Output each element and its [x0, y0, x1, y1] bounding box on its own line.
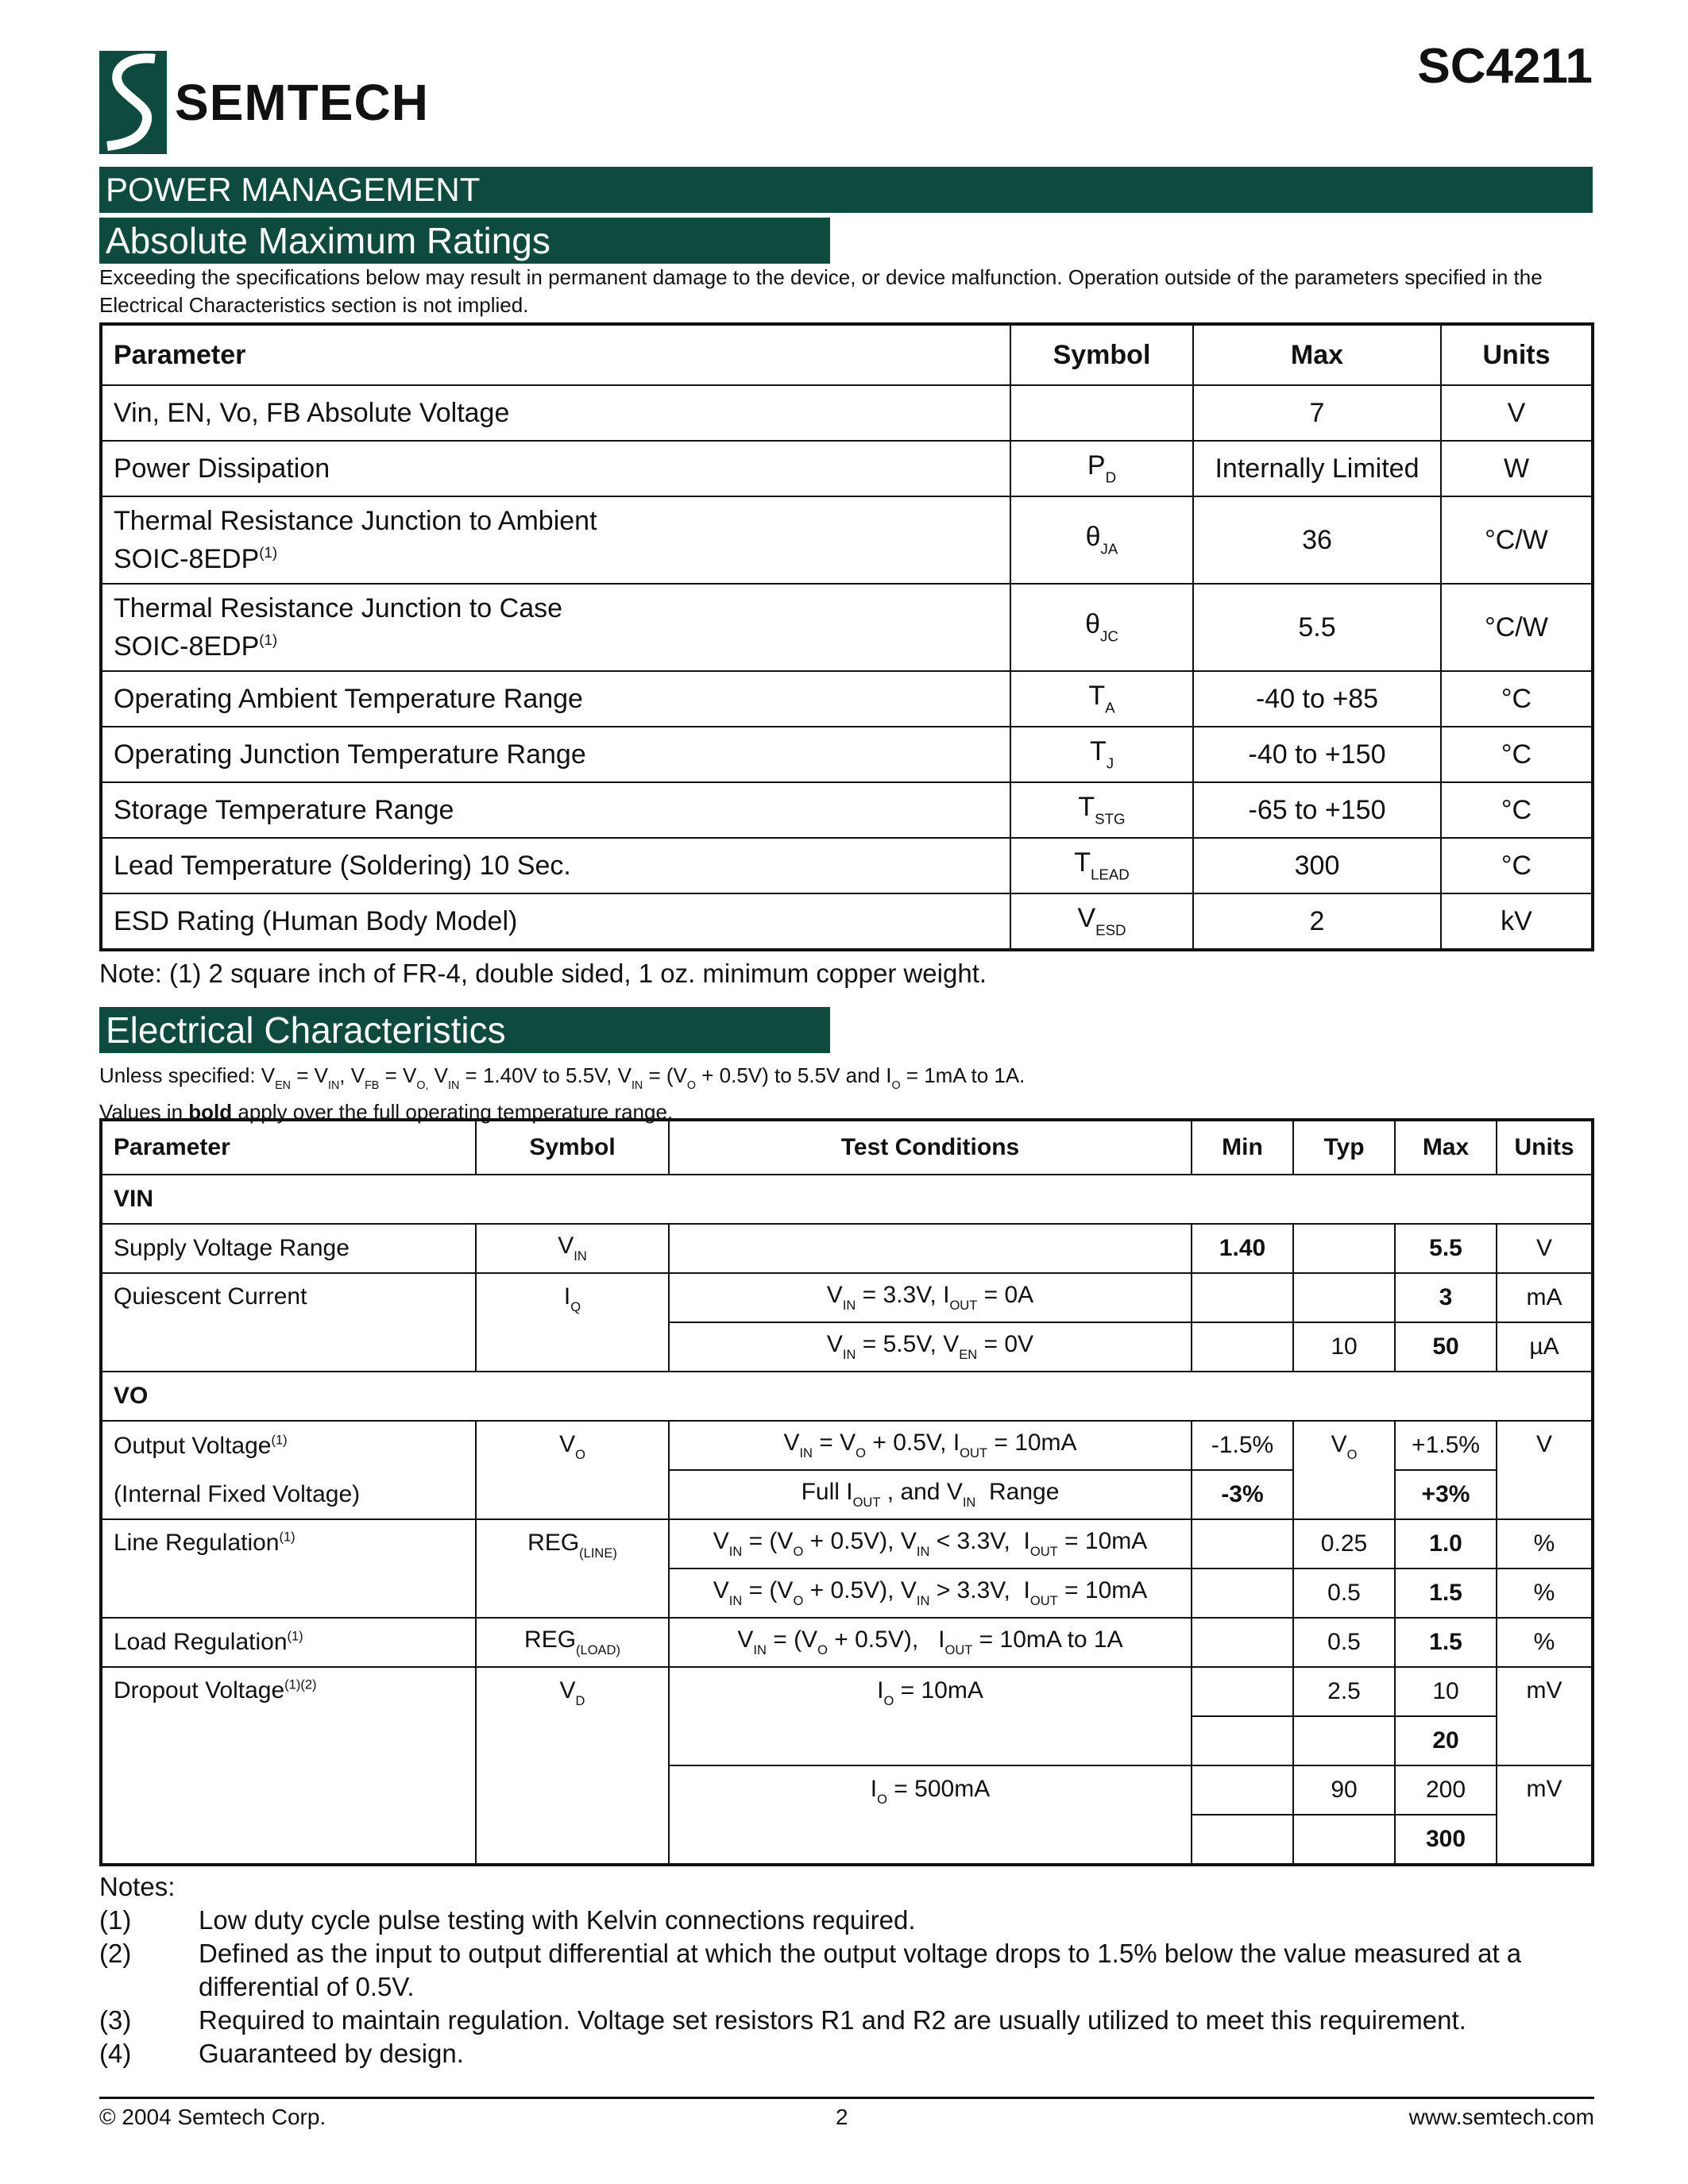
col-header-test-conditions: Test Conditions — [669, 1120, 1192, 1175]
note-item — [99, 2037, 1593, 2070]
table-row — [101, 671, 1593, 727]
cell-typ: $V_O$ — [1293, 1421, 1395, 1519]
parameter-line2: SOIC-8EDP — [114, 631, 260, 662]
cell-max: 300 — [1395, 1815, 1497, 1865]
col-header-symbol: Symbol — [1010, 324, 1193, 385]
symbol-base: θ — [1085, 522, 1101, 553]
cell-symbol: $I_Q$ — [476, 1273, 669, 1372]
cell-test: Full $I_{OUT}$ , and $V_{IN}$ Range — [669, 1470, 1192, 1519]
cell-min — [1192, 1815, 1293, 1865]
note-text: Defined as the input to output differential at which the output voltage drops to 1.5% below the value measured at a differential of 0.5V. — [199, 1939, 1522, 2001]
cell-symbol: $V_O$ — [476, 1421, 669, 1519]
symbol-subscript: JC — [1100, 627, 1118, 645]
cell-test: $V_{IN} = 5.5V$, $V_{EN} = 0V$ — [669, 1322, 1192, 1372]
amr-section-title: Absolute Maximum Ratings — [99, 218, 830, 264]
cell-units: °C — [1441, 671, 1593, 727]
table-row — [101, 1618, 1593, 1667]
col-header-parameter: Parameter — [101, 1120, 476, 1175]
cell-units: °C/W — [1441, 584, 1593, 671]
cell-units: % — [1497, 1618, 1593, 1667]
symbol-subscript: D — [1105, 469, 1117, 486]
cell-min — [1192, 1273, 1293, 1322]
cell-typ — [1293, 1815, 1395, 1865]
note-ref: (1) — [259, 543, 278, 561]
cell-typ: 90 — [1293, 1765, 1395, 1815]
group-row-vin — [101, 1175, 1593, 1224]
cell-test: $V_{IN} = 3.3V$, $I_{OUT} = 0A$ — [669, 1273, 1192, 1322]
cell-max: 200 — [1395, 1765, 1497, 1815]
note-text: Low duty cycle pulse testing with Kelvin connections required. — [199, 1905, 916, 1935]
cell-min — [1192, 1569, 1293, 1618]
col-header-typ: Typ — [1293, 1120, 1395, 1175]
cell-parameter: Operating Junction Temperature Range — [101, 727, 1010, 782]
symbol-base: T — [1074, 847, 1091, 878]
cell-units: % — [1497, 1569, 1593, 1618]
cell-max: +1.5% — [1395, 1421, 1497, 1470]
cell-parameter: Supply Voltage Range — [101, 1224, 476, 1273]
symbol-subscript: A — [1105, 699, 1115, 716]
note-ref: (1) — [259, 631, 278, 648]
symbol-subscript: STG — [1095, 810, 1126, 828]
cell-parameter — [101, 496, 1010, 584]
footer-url[interactable]: www.semtech.com — [1408, 2105, 1594, 2129]
cell-max: 20 — [1395, 1716, 1497, 1765]
cell-parameter-2: (Internal Fixed Voltage) — [101, 1470, 476, 1519]
cell-max: 1.5 — [1395, 1569, 1497, 1618]
cell-units: V — [1441, 385, 1593, 441]
cell-symbol — [1010, 385, 1193, 441]
note-number: (3) — [99, 2005, 132, 2035]
cell-max: 1.0 — [1395, 1519, 1497, 1569]
cell-parameter: Storage Temperature Range — [101, 782, 1010, 838]
note-item — [99, 1904, 1593, 1937]
symbol-base: T — [1078, 792, 1095, 823]
table-header-row — [101, 1120, 1593, 1175]
col-header-units: Units — [1497, 1120, 1593, 1175]
cell-test — [669, 1224, 1192, 1273]
electrical-characteristics-table — [99, 1118, 1594, 1866]
table-row — [101, 496, 1593, 584]
cell-test: $V_{IN} = V_O + 0.5V$, $I_{OUT} = 10mA$ — [669, 1421, 1192, 1470]
table-row — [101, 1519, 1593, 1569]
parameter-label: Output Voltage — [114, 1432, 272, 1459]
cond-bold: bold — [188, 1099, 233, 1124]
cell-max: 1.5 — [1395, 1618, 1497, 1667]
col-header-parameter: Parameter — [101, 324, 1010, 385]
col-header-symbol: Symbol — [476, 1120, 669, 1175]
cell-typ: 0.25 — [1293, 1519, 1395, 1569]
symbol-base: T — [1089, 736, 1107, 767]
absolute-max-ratings-table — [99, 322, 1594, 951]
symbol-base: θ — [1085, 609, 1101, 640]
cell-max: 300 — [1193, 838, 1441, 893]
note-text: Guaranteed by design. — [199, 2039, 464, 2068]
col-header-min: Min — [1192, 1120, 1293, 1175]
cell-typ: 0.5 — [1293, 1569, 1395, 1618]
notes-title: Notes: — [99, 1872, 176, 1901]
parameter-label: Dropout Voltage — [114, 1677, 285, 1704]
cell-max: -40 to +85 — [1193, 671, 1441, 727]
cell-symbol — [1010, 727, 1193, 782]
cell-min: -3% — [1192, 1470, 1293, 1519]
cell-min — [1192, 1618, 1293, 1667]
col-header-max: Max — [1395, 1120, 1497, 1175]
cell-typ — [1293, 1716, 1395, 1765]
cell-max: 36 — [1193, 496, 1441, 584]
symbol-subscript: ESD — [1095, 921, 1126, 939]
cell-units: V — [1497, 1224, 1593, 1273]
cell-max: 3 — [1395, 1273, 1497, 1322]
cell-symbol — [1010, 584, 1193, 671]
footer-copyright: © 2004 Semtech Corp. — [99, 2105, 326, 2129]
parameter-line1: Thermal Resistance Junction to Case — [114, 592, 563, 623]
cell-min — [1192, 1322, 1293, 1372]
cell-max: +3% — [1395, 1470, 1497, 1519]
cell-parameter: Lead Temperature (Soldering) 10 Sec. — [101, 838, 1010, 893]
table-row — [101, 441, 1593, 496]
cell-typ: 0.5 — [1293, 1618, 1395, 1667]
cell-typ: 10 — [1293, 1322, 1395, 1372]
cell-parameter: Dropout Voltage$^{(1)(2)}$ — [101, 1667, 476, 1865]
cell-min — [1192, 1765, 1293, 1815]
cell-units: mV — [1497, 1667, 1593, 1765]
symbol-base: P — [1087, 450, 1106, 481]
amr-note: Note: (1) 2 square inch of FR-4, double sided, 1 oz. minimum copper weight. — [99, 959, 987, 988]
cell-units: °C — [1441, 727, 1593, 782]
cell-units: % — [1497, 1519, 1593, 1569]
table-row — [101, 1224, 1593, 1273]
col-header-units: Units — [1441, 324, 1593, 385]
cell-parameter: Vin, EN, Vo, FB Absolute Voltage — [101, 385, 1010, 441]
table-row — [101, 385, 1593, 441]
cond-values-prefix: Values in — [99, 1099, 189, 1124]
symbol-base: T — [1088, 681, 1106, 712]
table-row — [101, 1667, 1593, 1716]
cell-units: °C — [1441, 782, 1593, 838]
note-number: (1) — [99, 1905, 132, 1935]
table-row — [101, 1273, 1593, 1322]
ec-section-title: Electrical Characteristics — [99, 1007, 830, 1053]
cell-parameter: Output Voltage$^{(1)}$ — [101, 1421, 476, 1470]
cell-min: 1.40 — [1192, 1224, 1293, 1273]
cell-symbol — [1010, 782, 1193, 838]
cell-max: 10 — [1395, 1667, 1497, 1716]
cell-units: V — [1497, 1421, 1593, 1519]
parameter-line2: SOIC-8EDP — [114, 544, 260, 575]
cell-parameter — [101, 584, 1010, 671]
cell-parameter: Load Regulation$^{(1)}$ — [101, 1618, 476, 1667]
cell-units: W — [1441, 441, 1593, 496]
symbol-subscript: JA — [1100, 540, 1118, 558]
cell-max: 50 — [1395, 1322, 1497, 1372]
cell-parameter: ESD Rating (Human Body Model) — [101, 893, 1010, 950]
part-number: SC4211 — [1417, 39, 1593, 94]
table-row — [101, 584, 1593, 671]
note-number: (2) — [99, 1939, 132, 1968]
cell-symbol: $REG_{(LOAD)}$ — [476, 1618, 669, 1667]
cell-test: $V_{IN} = (V_O + 0.5V)$, $I_{OUT} = 10mA$ to 1A — [669, 1618, 1192, 1667]
cell-min — [1192, 1667, 1293, 1716]
cell-symbol — [1010, 496, 1193, 584]
cell-test: $V_{IN} = (V_O + 0.5V)$, $V_{IN} > 3.3V$, $I_{OUT} = 10mA$ — [669, 1569, 1192, 1618]
notes-section — [99, 1870, 1593, 2070]
cell-symbol — [1010, 441, 1193, 496]
table-header-row — [101, 324, 1593, 385]
semtech-logo-icon — [99, 51, 167, 154]
note-number: (4) — [99, 2039, 132, 2068]
note-item — [99, 2004, 1593, 2037]
cell-units: µA — [1497, 1322, 1593, 1372]
ec-conditions: Unless specified: $V_{EN} = V_{IN}$, $V_{FB} = V_{O,}$ $V_{IN} = 1.40V$ to 5.5V, $V_{IN} = (V_O + 0.5V)$ to 5.5V and $I_O = 1mA$ to 1A. Values in bold apply over the full operating temperature range. — [99, 1063, 1026, 1124]
cell-units: kV — [1441, 893, 1593, 950]
footer-divider — [99, 2097, 1594, 2099]
note-text: Required to maintain regulation. Voltage set resistors R1 and R2 are usually utilized to meet this requirement. — [199, 2005, 1466, 2035]
cell-max: 5.5 — [1395, 1224, 1497, 1273]
cell-units: °C — [1441, 838, 1593, 893]
cell-symbol: $V_{IN}$ — [476, 1224, 669, 1273]
cell-symbol — [1010, 838, 1193, 893]
footer-page-number: 2 — [836, 2105, 848, 2129]
cell-symbol — [1010, 893, 1193, 950]
cell-max: -65 to +150 — [1193, 782, 1441, 838]
cell-test: $V_{IN} = (V_O + 0.5V)$, $V_{IN} < 3.3V$, $I_{OUT} = 10mA$ — [669, 1519, 1192, 1569]
cell-symbol: $V_D$ — [476, 1667, 669, 1865]
table-row — [101, 727, 1593, 782]
amr-intro: Exceeding the specifications below may result in permanent damage to the device, or device malfunction. Operation outside of the parameters specified in the Electrical Characteristics section is not implied. — [99, 265, 1543, 317]
cell-units: mV — [1497, 1765, 1593, 1865]
cell-units: mA — [1497, 1273, 1593, 1322]
parameter-label: Load Regulation — [114, 1629, 288, 1655]
cell-max: 7 — [1193, 385, 1441, 441]
cell-typ — [1293, 1224, 1395, 1273]
cell-symbol: $REG_{(LINE)}$ — [476, 1519, 669, 1618]
note-item — [99, 1937, 1593, 2004]
cell-symbol — [1010, 671, 1193, 727]
cell-parameter: Quiescent Current — [101, 1273, 476, 1372]
cell-min — [1192, 1716, 1293, 1765]
cell-typ — [1293, 1273, 1395, 1322]
cell-max: Internally Limited — [1193, 441, 1441, 496]
brand-name: SEMTECH — [175, 74, 429, 131]
cell-units: °C/W — [1441, 496, 1593, 584]
cell-parameter: Operating Ambient Temperature Range — [101, 671, 1010, 727]
category-banner: POWER MANAGEMENT — [99, 167, 1593, 213]
group-label: VO — [101, 1372, 1593, 1421]
table-row — [101, 893, 1593, 950]
cell-min — [1192, 1519, 1293, 1569]
parameter-line1: Thermal Resistance Junction to Ambient — [114, 505, 597, 536]
table-row — [101, 782, 1593, 838]
col-header-max: Max — [1193, 324, 1441, 385]
group-row-vo — [101, 1372, 1593, 1421]
table-row — [101, 1421, 1593, 1470]
symbol-subscript: LEAD — [1090, 866, 1130, 883]
cell-max: -40 to +150 — [1193, 727, 1441, 782]
table-row — [101, 838, 1593, 893]
symbol-base: V — [1077, 903, 1096, 934]
cell-test: $I_O = 10mA$ — [669, 1667, 1192, 1765]
group-label: VIN — [101, 1175, 1593, 1224]
cell-parameter: Power Dissipation — [101, 441, 1010, 496]
cell-test: $I_O = 500mA$ — [669, 1765, 1192, 1865]
cell-max: 5.5 — [1193, 584, 1441, 671]
cond-prefix: Unless specified: V — [99, 1063, 276, 1087]
parameter-label: Line Regulation — [114, 1530, 280, 1556]
cell-min: -1.5% — [1192, 1421, 1293, 1470]
cell-max: 2 — [1193, 893, 1441, 950]
cell-typ: 2.5 — [1293, 1667, 1395, 1716]
cond-values-suffix: apply over the full operating temperature range. — [232, 1099, 674, 1124]
cell-parameter: Line Regulation$^{(1)}$ — [101, 1519, 476, 1618]
symbol-subscript: J — [1106, 754, 1114, 772]
